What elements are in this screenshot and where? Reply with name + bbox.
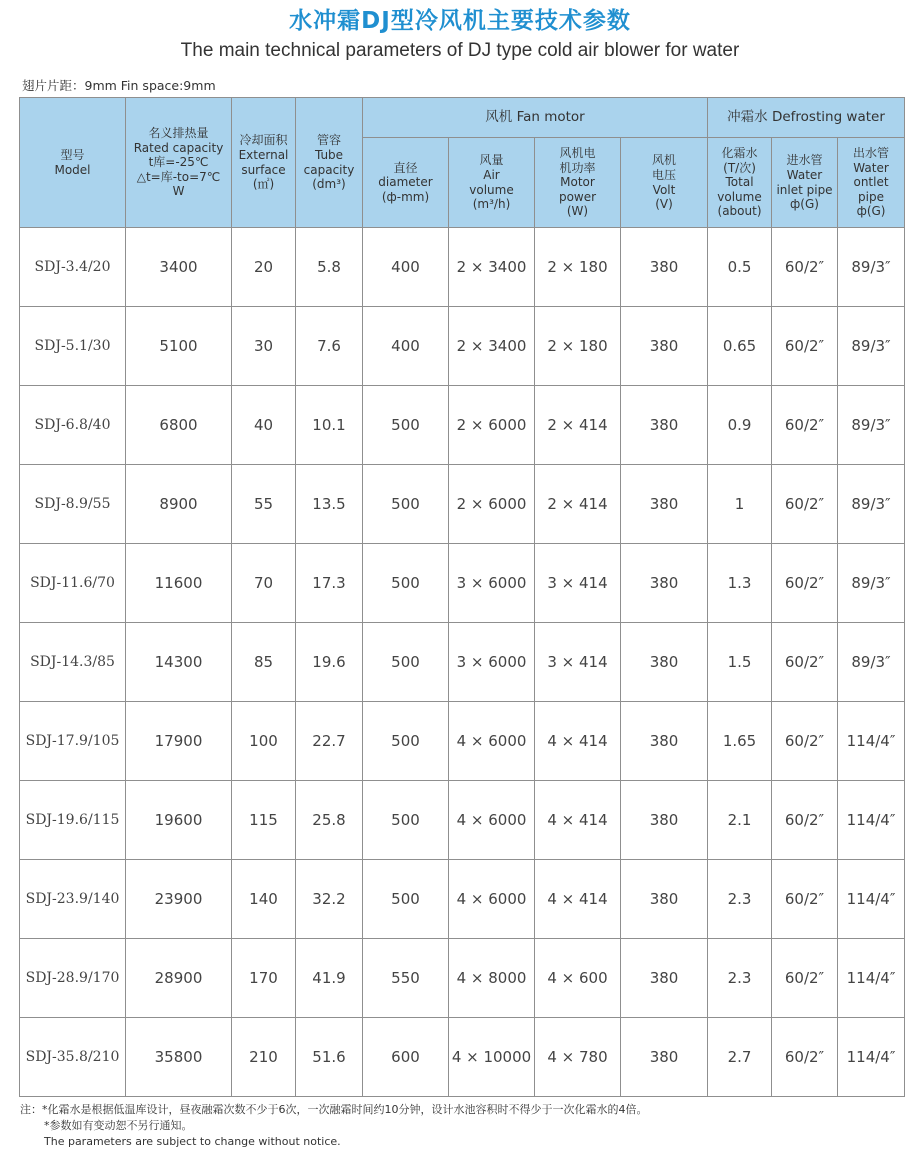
header-line: volume [469,182,514,197]
footnotes [20,1102,648,1150]
footnote-change-cn: *参数如有变动恕不另行通知。 [44,1119,193,1132]
header-rated-capacity [126,98,232,228]
header-line: (ф-mm) [381,189,430,204]
cell-motor-power: 2 × 180 [535,307,621,386]
cell-tube-capacity: 41.9 [296,939,363,1018]
cell-diameter: 400 [363,307,449,386]
table-row [20,544,905,623]
cell-air-volume: 4 × 8000 [449,939,535,1018]
cell-volt: 380 [621,465,708,544]
cell-air-volume: 4 × 6000 [449,781,535,860]
header-line: 冷却面积 [239,133,288,148]
cell-tube-capacity: 19.6 [296,623,363,702]
header-line: 电压 [652,167,677,182]
cell-water-outlet-pipe: 114/4″ [838,860,905,939]
cell-water-outlet-pipe: 89/3″ [838,386,905,465]
cell-rated-capacity: 8900 [126,465,232,544]
cell-tube-capacity: 5.8 [296,228,363,307]
cell-water-outlet-pipe: 114/4″ [838,1018,905,1097]
cell-model: SDJ-6.8/40 [20,386,126,465]
cell-water-outlet-pipe: 89/3″ [838,465,905,544]
header-line: W [172,184,185,199]
table-row [20,465,905,544]
cell-diameter: 600 [363,1018,449,1097]
cell-water-inlet-pipe: 60/2″ [772,386,838,465]
header-line: Water [853,160,889,175]
table-row [20,228,905,307]
cell-rated-capacity: 35800 [126,1018,232,1097]
header-total-volume [708,138,772,228]
header-line: 进水管 [786,153,823,168]
header-line: t库=-25℃ [148,155,209,170]
header-line: Volt [652,182,676,197]
header-defrosting-water-group: 冲霜水 Defrosting water [708,98,905,138]
header-line: Total [725,175,754,190]
cell-diameter: 500 [363,544,449,623]
cell-model: SDJ-28.9/170 [20,939,126,1018]
cell-model: SDJ-5.1/30 [20,307,126,386]
cell-water-inlet-pipe: 60/2″ [772,939,838,1018]
cell-water-outlet-pipe: 89/3″ [838,623,905,702]
header-line: 化霜水 [721,145,758,160]
cell-total-volume: 2.1 [708,781,772,860]
cell-motor-power: 4 × 414 [535,860,621,939]
header-line: 机功率 [559,160,596,175]
cell-air-volume: 4 × 10000 [449,1018,535,1097]
cell-external-surface: 85 [232,623,296,702]
cell-total-volume: 2.3 [708,860,772,939]
cell-total-volume: 0.65 [708,307,772,386]
cell-volt: 380 [621,307,708,386]
header-line: Rated capacity [133,140,224,155]
cell-water-inlet-pipe: 60/2″ [772,1018,838,1097]
header-line: Air [483,167,500,182]
header-line: 直径 [393,160,418,175]
cell-volt: 380 [621,702,708,781]
header-external-surface [232,98,296,228]
cell-tube-capacity: 22.7 [296,702,363,781]
cell-model: SDJ-3.4/20 [20,228,126,307]
cell-water-outlet-pipe: 114/4″ [838,781,905,860]
cell-external-surface: 140 [232,860,296,939]
cell-air-volume: 2 × 6000 [449,465,535,544]
header-line: ontlet [853,175,889,190]
cell-rated-capacity: 3400 [126,228,232,307]
cell-external-surface: 40 [232,386,296,465]
header-line: External [238,147,289,162]
header-line: Model [54,162,91,177]
cell-rated-capacity: 14300 [126,623,232,702]
header-line: 风机电 [559,145,596,160]
header-line: 风机 [652,153,677,168]
cell-total-volume: 1 [708,465,772,544]
cell-rated-capacity: 6800 [126,386,232,465]
header-line: 型号 [60,147,85,162]
header-line: power [558,189,597,204]
table-row [20,386,905,465]
cell-volt: 380 [621,860,708,939]
cell-motor-power: 4 × 414 [535,781,621,860]
cell-model: SDJ-14.3/85 [20,623,126,702]
cell-air-volume: 2 × 3400 [449,307,535,386]
header-line: 管容 [316,133,341,148]
header-line: 出水管 [853,145,890,160]
cell-rated-capacity: 5100 [126,307,232,386]
cell-motor-power: 3 × 414 [535,623,621,702]
cell-volt: 380 [621,1018,708,1097]
cell-water-inlet-pipe: 60/2″ [772,702,838,781]
header-line: (W) [566,204,589,219]
cell-external-surface: 115 [232,781,296,860]
footnote-defrost: 注：*化霜水是根据低温库设计，昼夜融霜次数不少于6次，一次融霜时间约10分钟，设计水池容积时不得少于一次化霜水的4倍。 [20,1103,648,1116]
header-motor-power [535,138,621,228]
cell-air-volume: 2 × 3400 [449,228,535,307]
header-line: (T/次) [723,160,756,175]
cell-water-outlet-pipe: 114/4″ [838,939,905,1018]
cell-water-inlet-pipe: 60/2″ [772,465,838,544]
spec-table-body [20,228,905,1097]
cell-total-volume: 0.9 [708,386,772,465]
cell-tube-capacity: 32.2 [296,860,363,939]
table-row [20,702,905,781]
header-water-inlet-pipe [772,138,838,228]
cell-rated-capacity: 23900 [126,860,232,939]
spec-table [19,97,905,1097]
header-line: 风量 [479,153,504,168]
header-line: (V) [655,197,673,212]
cell-model: SDJ-17.9/105 [20,702,126,781]
cell-total-volume: 1.5 [708,623,772,702]
cell-total-volume: 1.65 [708,702,772,781]
cell-water-outlet-pipe: 89/3″ [838,307,905,386]
cell-model: SDJ-11.6/70 [20,544,126,623]
cell-volt: 380 [621,386,708,465]
header-diameter [363,138,449,228]
table-row [20,781,905,860]
cell-volt: 380 [621,781,708,860]
cell-rated-capacity: 11600 [126,544,232,623]
header-tube-capacity [296,98,363,228]
cell-tube-capacity: 51.6 [296,1018,363,1097]
cell-total-volume: 2.7 [708,1018,772,1097]
cell-rated-capacity: 19600 [126,781,232,860]
cell-air-volume: 4 × 6000 [449,860,535,939]
header-line: Water [786,167,823,182]
header-line: (㎡) [252,177,275,192]
cell-water-inlet-pipe: 60/2″ [772,307,838,386]
cell-model: SDJ-8.9/55 [20,465,126,544]
cell-tube-capacity: 25.8 [296,781,363,860]
cell-external-surface: 170 [232,939,296,1018]
header-line: pipe [858,189,884,204]
table-row [20,1018,905,1097]
cell-air-volume: 2 × 6000 [449,386,535,465]
header-line: inlet pipe [776,182,833,197]
cell-external-surface: 20 [232,228,296,307]
cell-motor-power: 2 × 414 [535,386,621,465]
cell-external-surface: 210 [232,1018,296,1097]
cell-water-outlet-pipe: 89/3″ [838,228,905,307]
cell-volt: 380 [621,623,708,702]
cell-rated-capacity: 28900 [126,939,232,1018]
header-volt [621,138,708,228]
header-line: △t=库-to=7℃ [136,169,221,184]
header-line: Motor [560,175,595,190]
header-line: (dm³) [312,177,346,192]
cell-tube-capacity: 7.6 [296,307,363,386]
cell-model: SDJ-19.6/115 [20,781,126,860]
cell-water-inlet-pipe: 60/2″ [772,781,838,860]
cell-volt: 380 [621,544,708,623]
cell-diameter: 500 [363,781,449,860]
table-row [20,623,905,702]
cell-air-volume: 4 × 6000 [449,702,535,781]
cell-diameter: 500 [363,386,449,465]
cell-tube-capacity: 17.3 [296,544,363,623]
cell-external-surface: 100 [232,702,296,781]
header-line: volume [717,189,762,204]
cell-diameter: 500 [363,465,449,544]
header-line: diameter [378,175,433,190]
fin-space-label: 翅片片距：9mm Fin space:9mm [22,78,216,93]
table-row [20,860,905,939]
header-air-volume [449,138,535,228]
table-row [20,939,905,1018]
cell-water-inlet-pipe: 60/2″ [772,228,838,307]
cell-water-inlet-pipe: 60/2″ [772,623,838,702]
page-title-en: The main technical parameters of DJ type cold air blower for water [180,40,740,61]
table-row [20,307,905,386]
cell-tube-capacity: 13.5 [296,465,363,544]
cell-motor-power: 4 × 600 [535,939,621,1018]
cell-motor-power: 2 × 414 [535,465,621,544]
cell-water-inlet-pipe: 60/2″ [772,544,838,623]
footnote-change-en: The parameters are subject to change without notice. [44,1135,341,1148]
cell-motor-power: 4 × 780 [535,1018,621,1097]
cell-diameter: 400 [363,228,449,307]
cell-air-volume: 3 × 6000 [449,544,535,623]
cell-motor-power: 4 × 414 [535,702,621,781]
header-line: ф(G) [856,204,886,219]
cell-model: SDJ-35.8/210 [20,1018,126,1097]
header-line: Tube [314,147,344,162]
header-water-outlet-pipe [838,138,905,228]
header-line: (m³/h) [472,197,511,212]
header-line: ф(G) [790,197,819,212]
cell-water-outlet-pipe: 114/4″ [838,702,905,781]
cell-external-surface: 70 [232,544,296,623]
cell-volt: 380 [621,939,708,1018]
header-line: surface [241,162,286,177]
cell-water-outlet-pipe: 89/3″ [838,544,905,623]
header-line: (about) [717,204,762,219]
cell-water-inlet-pipe: 60/2″ [772,860,838,939]
cell-tube-capacity: 10.1 [296,386,363,465]
cell-diameter: 500 [363,702,449,781]
cell-rated-capacity: 17900 [126,702,232,781]
cell-volt: 380 [621,228,708,307]
cell-total-volume: 2.3 [708,939,772,1018]
cell-diameter: 500 [363,860,449,939]
page-title-cn: 水冲霜DJ型冷风机主要技术参数 [289,8,631,34]
cell-total-volume: 1.3 [708,544,772,623]
header-line: capacity [303,162,355,177]
cell-external-surface: 30 [232,307,296,386]
cell-motor-power: 2 × 180 [535,228,621,307]
cell-diameter: 550 [363,939,449,1018]
cell-model: SDJ-23.9/140 [20,860,126,939]
cell-total-volume: 0.5 [708,228,772,307]
header-fan-motor-group: 风机 Fan motor [363,98,708,138]
header-line: 名义排热量 [148,125,209,140]
cell-air-volume: 3 × 6000 [449,623,535,702]
cell-motor-power: 3 × 414 [535,544,621,623]
cell-diameter: 500 [363,623,449,702]
header-model [20,98,126,228]
cell-external-surface: 55 [232,465,296,544]
